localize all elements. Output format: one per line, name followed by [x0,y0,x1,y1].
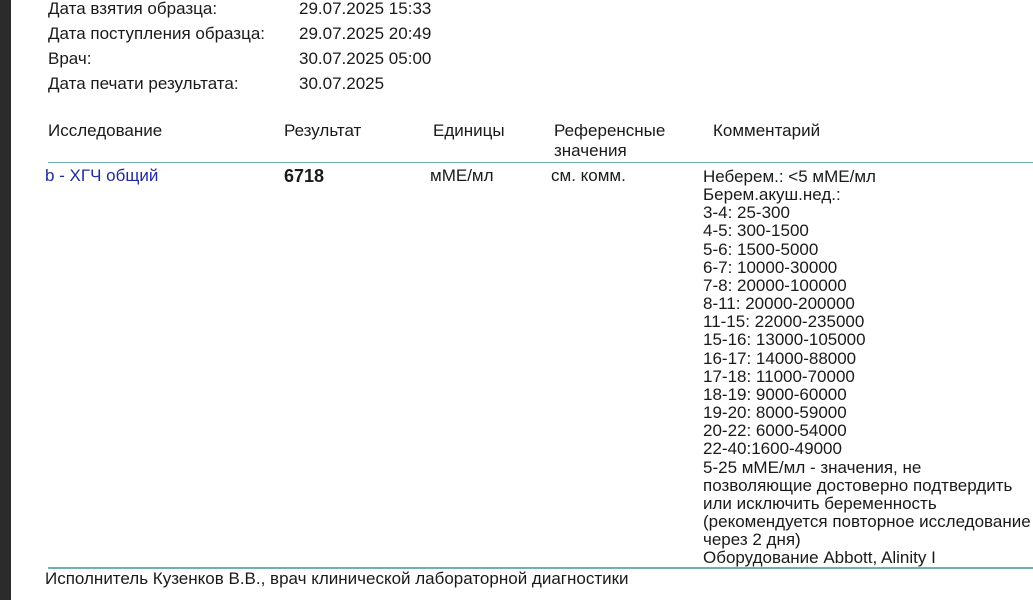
comment-line: 3-4: 25-300 [703,203,790,223]
study-name: b - ХГЧ общий [45,166,159,185]
meta-label: Дата взятия образца: [48,0,218,18]
comment-line: 15-16: 13000-105000 [703,330,866,350]
comment-equipment: Оборудование Abbott, Alinity I [703,548,936,568]
comment-line: Берем.акуш.нед.: [703,185,841,205]
comment-line: 17-18: 11000-70000 [703,366,855,386]
comment-line: 6-7: 10000-30000 [703,257,838,277]
comment-note: 5-25 мМЕ/мл - значения, не позволяющие достоверно подтвердить или исключить беременность (рекомендуется повторное исследование через 2 дня) [703,457,1031,550]
comment-line: 5-6: 1500-5000 [703,239,819,259]
reference-values: см. комм. [551,166,626,185]
column-header-reference-line1: Референсные [554,121,666,140]
column-header-reference-line2: значения [554,141,627,160]
comment-cell [703,168,1031,567]
comment-line: Неберем.: <5 мМЕ/мл [703,167,876,186]
window-edge [0,0,11,600]
meta-value: 30.07.2025 [299,74,385,93]
comment-line: 20-22: 6000-54000 [703,421,847,441]
comment-line: 4-5: 300-1500 [703,221,809,241]
meta-label: Дата поступления образца: [48,24,266,43]
comment-line: 11-15: 22000-235000 [703,312,865,332]
column-header-reference [554,121,665,161]
result-value: 6718 [284,166,325,186]
meta-value: 29.07.2025 15:33 [299,0,432,18]
column-header-comment: Комментарий [713,121,821,140]
performer-signature-line: Исполнитель Кузенков В.В., врач клинической лабораторной диагностики [45,569,629,588]
meta-label: Врач: [48,49,92,68]
result-units: мМЕ/мл [430,166,494,185]
column-header-study: Исследование [48,121,163,140]
comment-line: 7-8: 20000-100000 [703,275,847,295]
comment-line: 18-19: 9000-60000 [703,384,847,404]
meta-value: 29.07.2025 20:49 [299,24,432,43]
column-header-units: Единицы [433,121,505,140]
comment-line: 8-11: 20000-200000 [703,294,855,314]
meta-label: Дата печати результата: [48,74,239,93]
column-header-result: Результат [284,121,362,140]
comment-line: 22-40:1600-49000 [703,439,842,459]
header-divider [48,162,1033,163]
meta-value: 30.07.2025 05:00 [299,49,432,68]
comment-line: 16-17: 14000-88000 [703,348,857,368]
comment-line: 19-20: 8000-59000 [703,403,847,423]
